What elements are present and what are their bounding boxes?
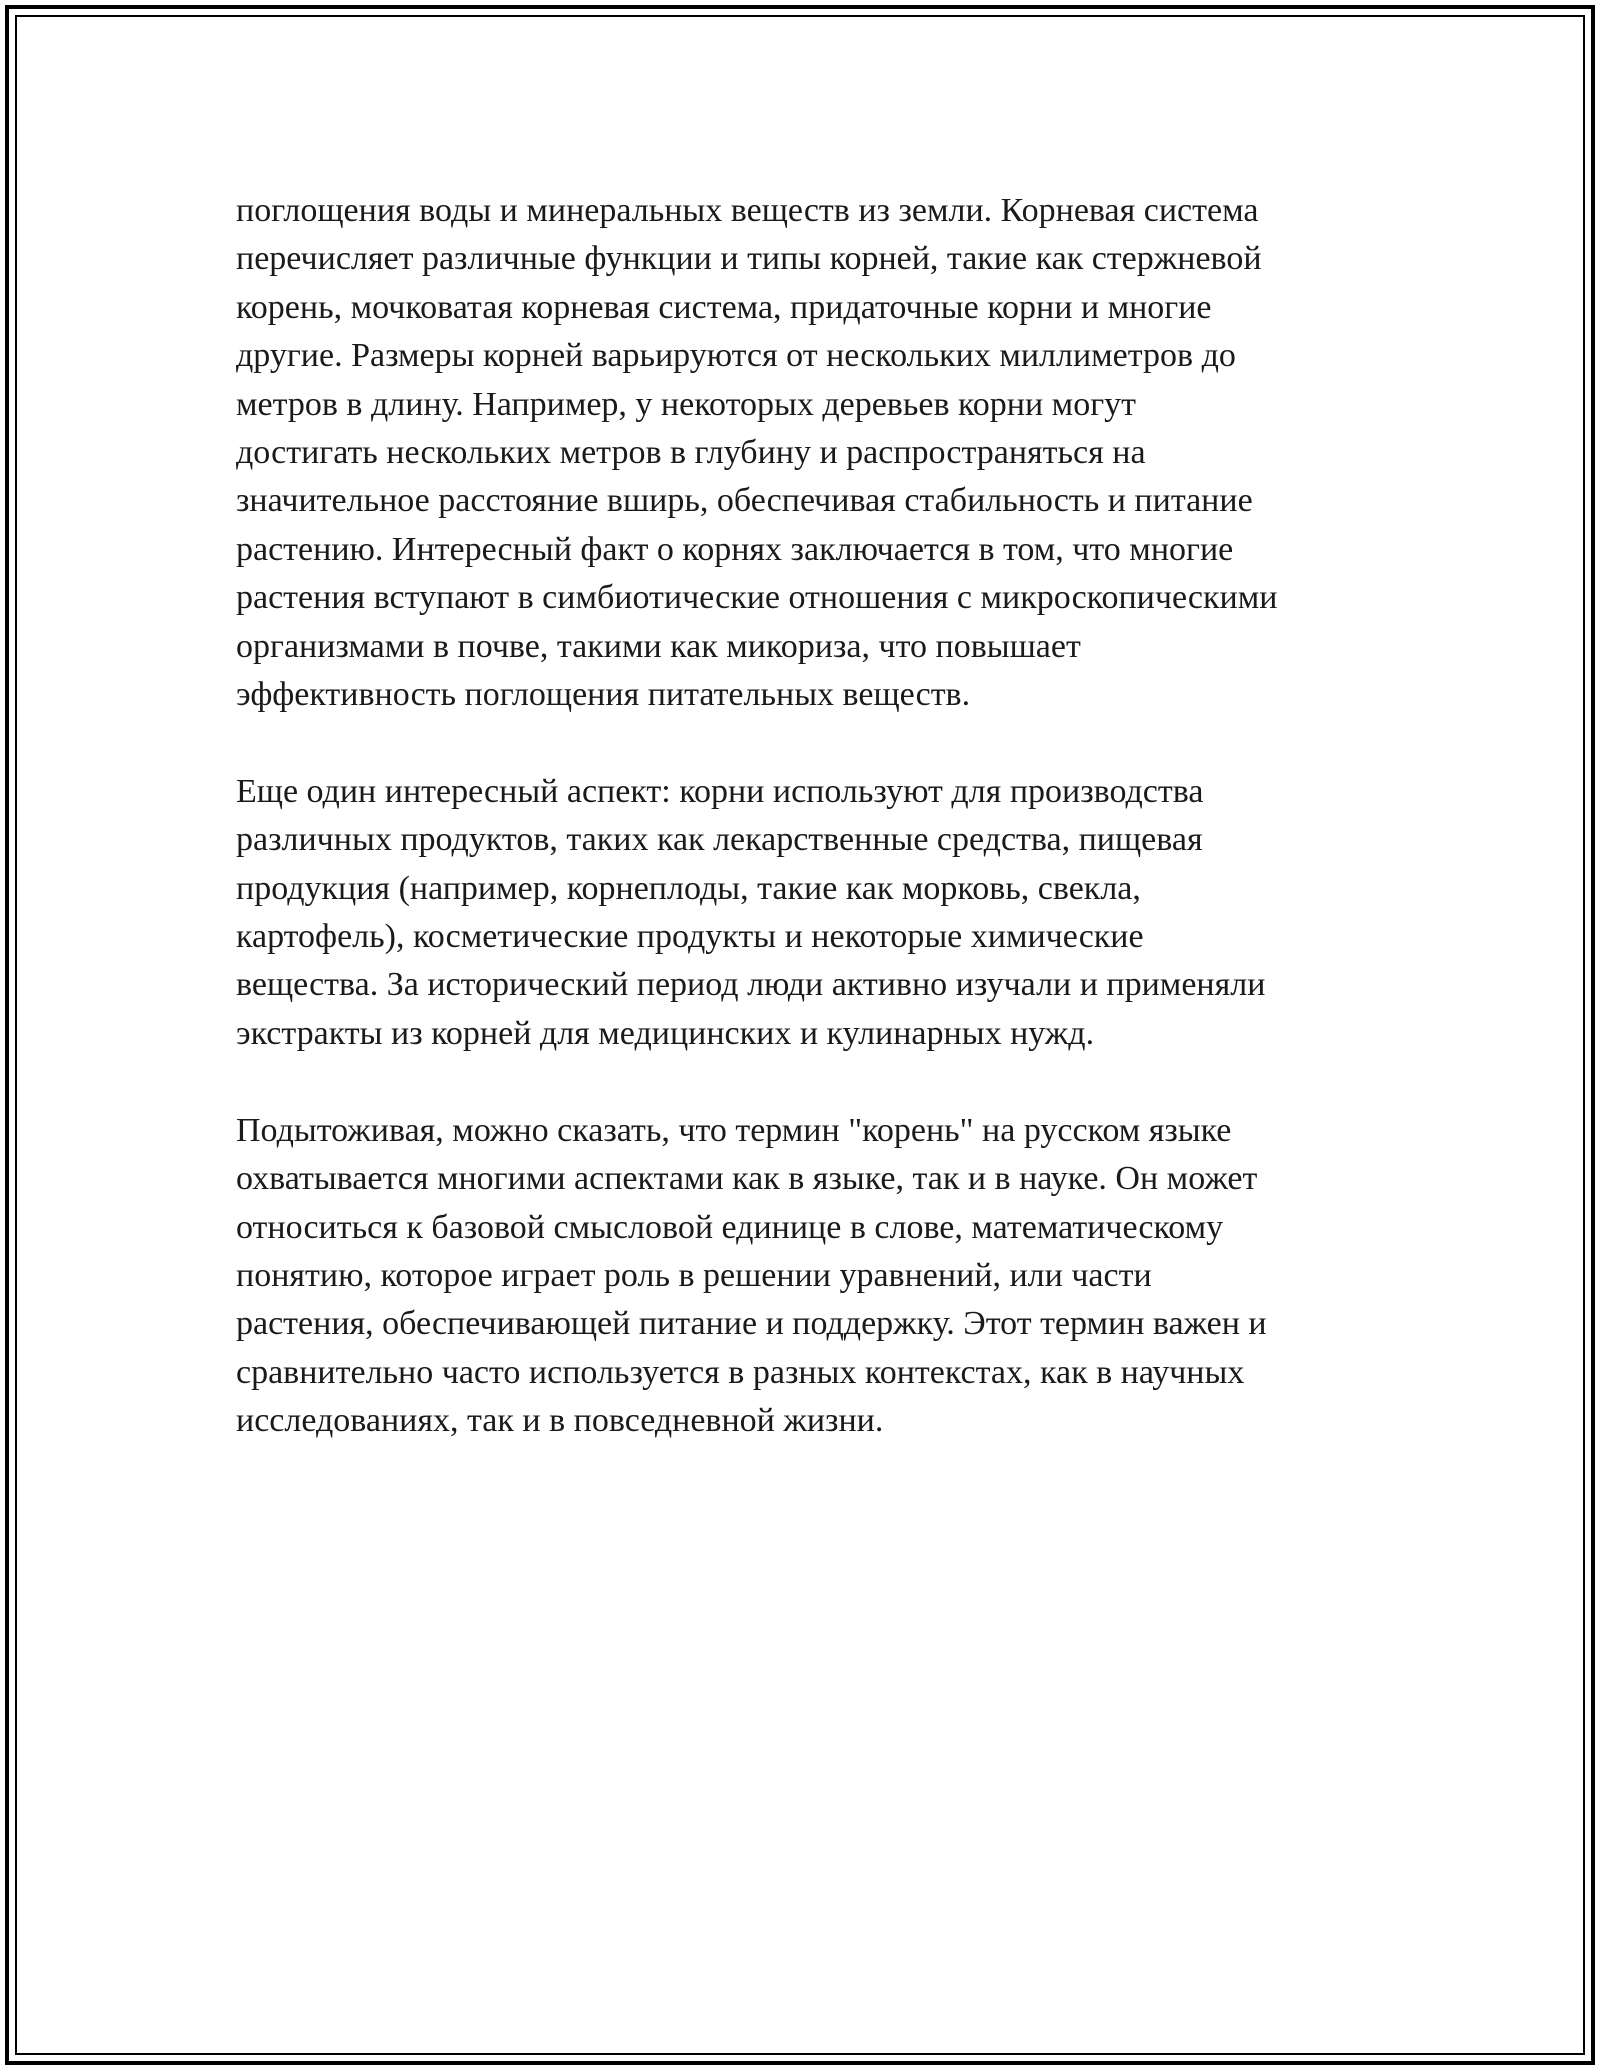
text-line: растению. Интересный факт о корнях заключается в том, что многие (236, 530, 1234, 568)
paragraph-2 (236, 768, 1376, 1058)
text-line: понятию, которое играет роль в решении уравнений, или части (236, 1256, 1152, 1294)
text-line: другие. Размеры корней варьируются от нескольких миллиметров до (236, 337, 1236, 375)
text-line: вещества. За исторический период люди активно изучали и применяли (236, 966, 1266, 1004)
text-line: картофель), косметические продукты и некоторые химические (236, 918, 1144, 956)
text-line: растения вступают в симбиотические отношения с микроскопическими (236, 579, 1278, 617)
paragraph-1 (236, 187, 1376, 719)
text-line: перечисляет различные функции и типы корней, такие как стержневой (236, 240, 1262, 278)
text-line: экстракты из корней для медицинских и кулинарных нужд. (236, 1014, 1095, 1052)
text-line: растения, обеспечивающей питание и поддержку. Этот термин важен и (236, 1305, 1267, 1343)
text-line: поглощения воды и минеральных веществ из земли. Корневая система (236, 192, 1259, 229)
text-line: сравнительно часто используется в разных контекстах, как в научных (236, 1353, 1245, 1391)
text-line: Еще один интересный аспект: корни используют для производства (236, 772, 1204, 810)
text-line: исследованиях, так и в повседневной жизни. (236, 1402, 884, 1440)
text-line: значительное расстояние вширь, обеспечивая стабильность и питание (236, 482, 1253, 520)
text-line: Подытоживая, можно сказать, что термин "корень" на русском языке (236, 1111, 1232, 1149)
text-line: организмами в почве, такими как микориза, что повышает (236, 627, 1081, 665)
text-line: достигать нескольких метров в глубину и распространяться на (236, 434, 1146, 472)
document-body (236, 187, 1376, 1494)
text-line: продукция (например, корнеплоды, такие как морковь, свекла, (236, 869, 1141, 907)
text-line: корень, мочковатая корневая система, придаточные корни и многие (236, 288, 1212, 326)
text-line: охватывается многими аспектами как в языке, так и в науке. Он может (236, 1160, 1258, 1198)
paragraph-3 (236, 1107, 1376, 1446)
text-line: эффективность поглощения питательных веществ. (236, 676, 971, 714)
text-line: относиться к базовой смысловой единице в слове, математическому (236, 1208, 1224, 1246)
text-line: метров в длину. Например, у некоторых деревьев корни могут (236, 385, 1137, 423)
text-line: различных продуктов, таких как лекарственные средства, пищевая (236, 821, 1203, 859)
